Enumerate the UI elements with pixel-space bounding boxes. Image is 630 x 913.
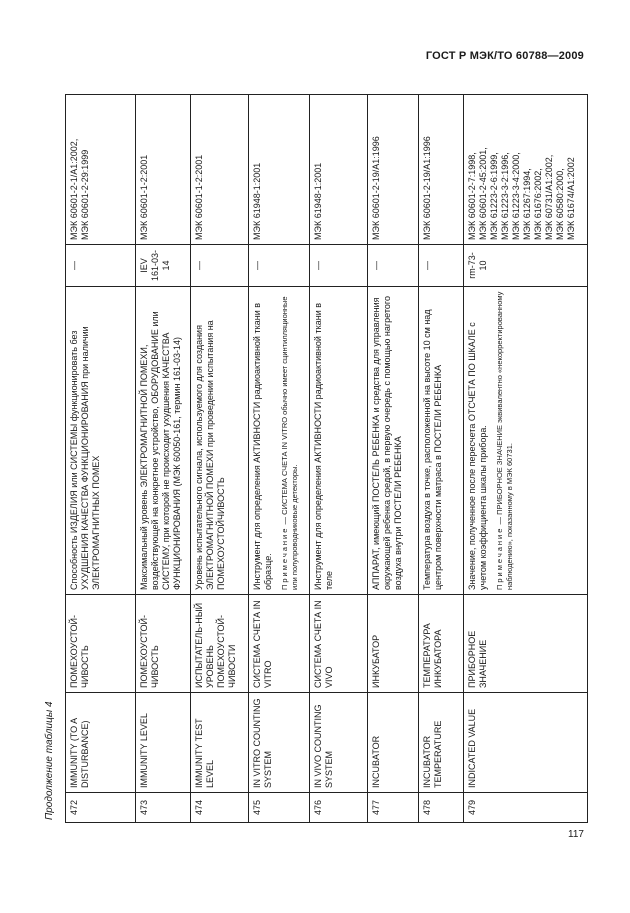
table-row <box>368 95 419 823</box>
definition-cell <box>249 287 310 595</box>
iev-reference: — <box>310 245 368 287</box>
iev-reference: — <box>66 245 136 287</box>
definition-text: Температура воздуха в точке, расположенной на высоте 10 см над центром поверхности матраса в ПОСТЕЛИ РЕБЕНКА <box>422 309 443 590</box>
russian-term: СИСТЕМА СЧЕТА IN VITRO <box>249 595 310 693</box>
english-term: IN VITRO COUNTING SYSTEM <box>249 693 310 793</box>
table-row <box>249 95 310 823</box>
russian-term: ТЕМПЕРАТУРА ИНКУБАТОРА <box>419 595 464 693</box>
definition-text: АППАРАТ, имеющий ПОСТЕЛЬ РЕБЕНКА и средства для управления окружающей ребенка средой, в первую очередь с помощью нагретого воздуха внутри ПОСТЕЛИ РЕБЕНКА <box>371 296 403 590</box>
iev-reference: IEV 161-03-14 <box>136 245 191 287</box>
source-standard: МЭК 60601-2-7:1998, МЭК 60601-2-45:2001, МЭК 61223-2-6:1999, МЭК 61223-3-2:1996, МЭК 61223-3-4:2000, МЭК 61267:1994, МЭК 61676:2002, МЭК 60731/А1:2002, МЭК 60580:2000, МЭК 61674/А1:2002 <box>464 95 588 245</box>
definition-cell <box>464 287 588 595</box>
standard-designation: ГОСТ Р МЭК/ТО 60788—2009 <box>425 50 584 62</box>
page-number: 117 <box>568 829 584 840</box>
entry-number: 473 <box>136 793 191 823</box>
english-term: IMMUNITY (TO A DISTURBANCE) <box>66 693 136 793</box>
source-standard: МЭК 61948-1:2001 <box>249 95 310 245</box>
definition-cell <box>310 287 368 595</box>
entry-number: 474 <box>191 793 249 823</box>
definition-text: Инструмент для определения АКТИВНОСТИ радиоактивной ткани в теле <box>313 302 334 590</box>
russian-term: ИНКУБАТОР <box>368 595 419 693</box>
definition-text: Способность ИЗДЕЛИЯ или СИСТЕМЫ функционировать без УХУДШЕНИЯ КАЧЕСТВА ФУНКЦИОНИРОВАНИЯ при наличии ЭЛЕКТРОМАГНИТНЫХ ПОМЕХ <box>69 326 101 590</box>
table-row <box>419 95 464 823</box>
definition-cell <box>419 287 464 595</box>
definition-cell <box>368 287 419 595</box>
entry-number: 475 <box>249 793 310 823</box>
definition-text: Максимальный уровень ЭЛЕКТРОМАГНИТНОЙ ПОМЕХИ, воздействующей на конкретное устройство, ОБОРУДОВАНИЕ или СИСТЕМУ, при которой не происходит ухудшения КАЧЕСТВА ФУНКЦИОНИРОВАНИЯ (МЭК 60050-161, термин 161-03-14) <box>139 311 182 590</box>
english-term: INCUBATOR TEMPERATURE <box>419 693 464 793</box>
table-row <box>310 95 368 823</box>
definition-cell <box>136 287 191 595</box>
note-text: — СИСТЕМА СЧЕТА IN VITRO обычно имеет сцинтилляционные или полупроводниковые детекторы. <box>280 296 299 590</box>
table-row <box>464 95 588 823</box>
entry-number: 478 <box>419 793 464 823</box>
english-term: IMMUNITY LEVEL <box>136 693 191 793</box>
russian-term: ИСПЫТАТЕЛЬ-НЫЙ УРОВЕНЬ ПОМЕХОУСТОЙ-ЧИВОСТИ <box>191 595 249 693</box>
note-text: — ПРИБОРНОЕ ЗНАЧЕНИЕ эквивалентно «некорректированному наблюдению», показанному в МЭК 60731. <box>495 291 514 590</box>
iev-reference: — <box>249 245 310 287</box>
russian-term: СИСТЕМА СЧЕТА IN VIVO <box>310 595 368 693</box>
definition-cell <box>191 287 249 595</box>
russian-term: ПОМЕХОУСТОЙ-ЧИВОСТЬ <box>136 595 191 693</box>
source-standard: МЭК 60601-2-19/А1:1996 <box>368 95 419 245</box>
table-continuation-caption: Продолжение таблицы 4 <box>44 701 55 820</box>
definition-cell <box>66 287 136 595</box>
iev-reference: — <box>419 245 464 287</box>
iev-reference: — <box>191 245 249 287</box>
table-row <box>191 95 249 823</box>
russian-term: ПОМЕХОУСТОЙ-ЧИВОСТЬ <box>66 595 136 693</box>
definition-text: Инструмент для определения АКТИВНОСТИ радиоактивной ткани в образце. <box>252 302 273 590</box>
entry-number: 472 <box>66 793 136 823</box>
english-term: INDICATED VALUE <box>464 693 588 793</box>
definition-text: Уровень испытательного сигнала, используемого для создания ЭЛЕКТРОМАГНИТНОЙ ПОМЕХИ при проведении испытания на ПОМЕХОУСТОЙЧИВОСТЬ <box>194 320 226 590</box>
english-term: INCUBATOR <box>368 693 419 793</box>
definition-note <box>280 291 299 590</box>
source-standard: МЭК 60601-1-2:2001 <box>136 95 191 245</box>
note-label: Примечание <box>495 526 504 590</box>
russian-term: ПРИБОРНОЕ ЗНАЧЕНИЕ <box>464 595 588 693</box>
source-standard: МЭК 60601-2-19/А1:1996 <box>419 95 464 245</box>
entry-number: 476 <box>310 793 368 823</box>
english-term: IN VIVO COUNTING SYSTEM <box>310 693 368 793</box>
table-row <box>136 95 191 823</box>
entry-number: 477 <box>368 793 419 823</box>
definition-text: Значение, полученное после пересчета ОТСЧЕТА ПО ШКАЛЕ с учетом коэффициента шкалы прибора. <box>467 322 488 590</box>
entry-number: 479 <box>464 793 588 823</box>
terms-table <box>65 95 587 823</box>
iev-reference: rm-73-10 <box>464 245 588 287</box>
source-standard: МЭК 60601-1-2:2001 <box>191 95 249 245</box>
english-term: IMMUNITY TEST LEVEL <box>191 693 249 793</box>
source-standard: МЭК 61948-1:2001 <box>310 95 368 245</box>
source-standard: МЭК 60601-2-1/А1:2002, МЭК 60601-2-29:1999 <box>66 95 136 245</box>
definition-note <box>495 291 514 590</box>
note-label: Примечание <box>280 526 289 590</box>
iev-reference: — <box>368 245 419 287</box>
table-row <box>66 95 136 823</box>
